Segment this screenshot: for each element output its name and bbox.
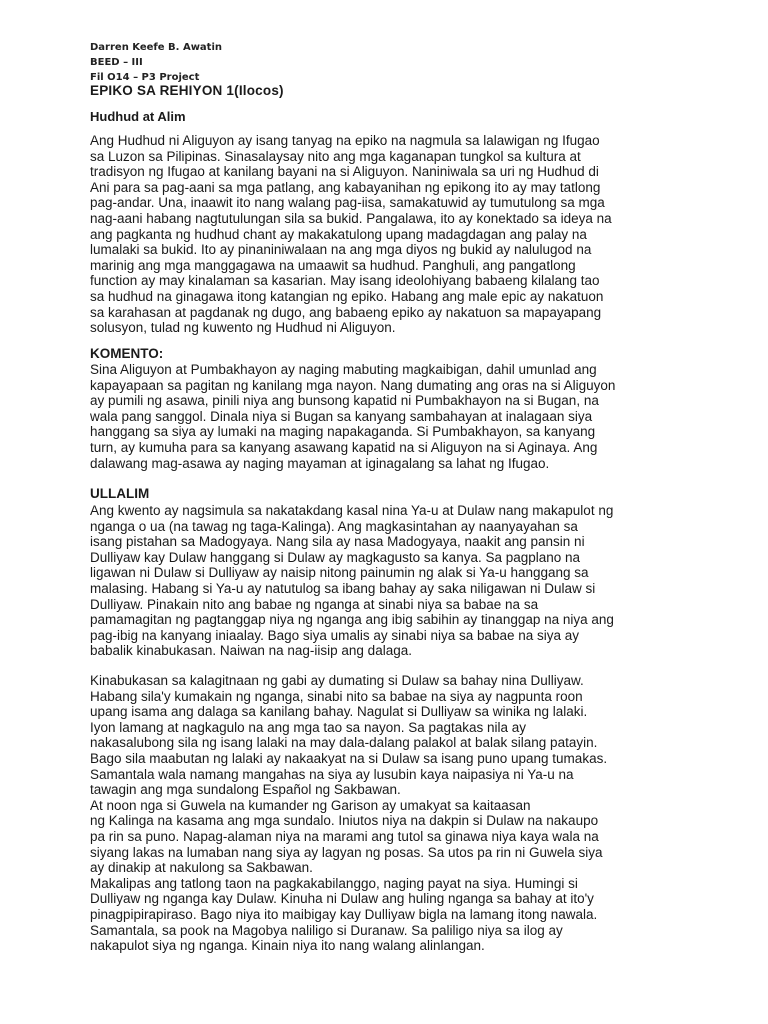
text-line: babalik kinabukasan. Naiwan na nag-iisip ang dalaga. [90,643,412,659]
text-line: Ang kwento ay nagsimula sa nakatakdang kasal nina Ya-u at Dulaw nang makapulot ng [90,503,614,518]
text-line: dalawang mag-asawa ay naging mayaman at iginagalang sa lahat ng Ifugao. [90,455,550,471]
text-line: Dulliyaw. Pinakain nito ang babae ng nganga at sinabi niya sa babae na sa [90,596,539,612]
text-line: sa Luzon sa Pilipinas. Sinasalaysay nito ang mga kaganapan tungkol sa kultura at [90,148,581,164]
text-line: pag-ibig na kanyang iniaalay. Bago siya umalis ay sinabi niya sa babae na siya ay [90,627,580,643]
text-line: Makalipas ang tatlong taon na pagkakabilanggo, naging payat na siya. Humingi si [90,875,578,891]
text-line: ang pagkanta ng hudhud chant ay makakatulong upang madagdagan ang palay na [90,226,587,242]
text-line: Ani para sa pag-aani sa mga patlang, ang kabayanihan ng epikong ito ay may tatlong [90,179,601,195]
text-line: Dulliyaw ng nganga kay Dulaw. Kinuha ni Dulaw ang huling nganga sa bahay at ito'y [90,891,594,907]
text-line: function ay may kinalaman sa kasarian. May isang ideolohiyang babaeng kilalang tao [90,273,600,289]
text-line: tradisyon ng Ifugao at kanilang bayani na si Aliguyon. Naniniwala sa uri ng Hudhud di [90,164,599,180]
text-line: Kinabukasan sa kalagitnaan ng gabi ay dumating si Dulaw sa bahay nina Dulliyaw. [90,673,584,688]
text-line: Iyon lamang at nagkagulo na ang mga tao sa nayon. Sa pagtakas nila ay [90,719,527,735]
text-line: wala pang sanggol. Dinala niya si Bugan sa kanyang sambahayan at inalagaan siya [90,408,593,424]
text-line: sa hudhud na ginagawa itong katangian ng epiko. Habang ang male epic ay nakatuon [90,288,604,304]
author-name: Darren Keefe B. Awatin [90,42,223,53]
text-line: pag-andar. Una, inaawit ito nang walang pag-iisa, samakatuwid ay tumutulong sa mga [90,195,605,211]
text-line: At noon nga si Guwela na kumander ng Garison ay umakyat sa kaitaasan [90,797,531,813]
course-label: BEED – III [90,57,143,68]
komento-heading: KOMENTO: [90,346,164,361]
text-line: isang pistahan sa Madogyaya. Nang sila ay nasa Madogyaya, naakit ang pansin ni [90,534,585,550]
text-line: Dulliyaw kay Dulaw hanggang si Dulaw ay magkagusto sa kanya. Sa pagplano na [90,549,581,565]
text-line: tawagin ang mga sundalong Español ng Sakbawan. [90,782,401,798]
text-line: hanggang sa siya ay lumaki na maging napakaganda. Si Pumbakhayon, sa kanyang [90,424,596,440]
text-line: sa karahasan at pagdanak ng dugo, ang babaeng epiko ay nakatuon sa mapayapang [90,304,602,320]
text-line: kapayapaan sa pagitan ng kanilang mga nayon. Nang dumating ang oras na si Aliguyon [90,377,616,393]
document-title: EPIKO SA REHIYON 1(Ilocos) [90,83,284,98]
document-header [90,40,222,85]
text-line: ng Kalinga na kasama ang mga sundalo. Iniutos niya na dakpin si Dulaw na nakaupo [90,813,599,829]
text-line: turn, ay kumuha para sa kanyang asawang kapatid na si Aliguyon na si Aginaya. Ang [90,439,598,455]
text-line: pa rin sa puno. Napag-alaman niya na marami ang tutol sa ginawa niya kaya wala na [90,828,599,844]
text-line: solusyon, tulad ng kuwento ng Hudhud ni Aliguyon. [90,320,396,336]
text-line: nag-aani habang nagtutulungan sila sa bukid. Pangalawa, ito ay konektado sa ideya na [90,210,612,226]
text-line: marinig ang mga manggagawa na umaawit sa hudhud. Panghuli, ang pangatlong [90,257,576,273]
text-line: Habang sila'y kumakain ng nganga, sinabi nito sa babae na siya ay nagpunta roon [90,688,583,704]
ullalim-paragraph-1 [90,503,690,659]
text-line: Samantala wala namang mangahas na siya ay lusubin kaya naipasiya ni Ya-u na [90,766,574,782]
ullalim-heading: ULLALIM [90,486,150,501]
text-line: Sina Aliguyon at Pumbakhayon ay naging mabuting magkaibigan, dahil umunlad ang [90,362,597,377]
project-label: Fil O14 – P3 Project [90,72,200,83]
text-line: Samantala, sa pook na Magobya naliligo si Duranaw. Sa paliligo niya sa ilog ay [90,922,563,938]
komento-paragraph [90,362,690,471]
text-line: siyang lakas na lumaban nang siya ay lagyan ng posas. Sa utos pa rin ni Guwela siya [90,844,603,860]
text-line: ay pumili ng asawa, pinili niya ang bunsong kapatid ni Pumbakhayon na si Bugan, na [90,393,599,409]
document-subtitle: Hudhud at Alim [90,109,186,124]
intro-paragraph [90,133,690,336]
text-line: pinagpipirapiraso. Bago niya ito maibigay kay Dulliyaw bigla na lamang itong nawala. [90,906,598,922]
text-line: nakapulot siya ng nganga. Kinain niya ito nang walang alinlangan. [90,938,485,954]
ullalim-paragraph-2 [90,673,690,954]
text-line: upang isama ang dalaga sa kanilang bahay. Nagulat si Dulliyaw sa winika ng lalaki. [90,704,588,720]
text-line: pamamagitan ng pagtanggap niya ng nganga ang ibig sabihin ay tinanggap na niya ang [90,612,614,628]
text-line: malasing. Habang si Ya-u ay natutulog sa ibang bahay ay saka niligawan ni Dulaw si [90,580,596,596]
text-line: nakasalubong sila ng isang lalaki na may dala-dalang palakol at balak silang patayin. [90,735,598,751]
text-line: lumalaki sa bukid. Ito ay pinaniniwalaan na ang mga diyos ng bukid ay nalulugod na [90,242,592,258]
text-line: Ang Hudhud ni Aliguyon ay isang tanyag na epiko na nagmula sa lalawigan ng Ifugao [90,133,600,148]
text-line: ay dinakip at nakulong sa Sakbawan. [90,860,313,876]
text-line: nganga o ua (na tawag ng taga-Kalinga). Ang magkasintahan ay naanyayahan sa [90,518,578,534]
text-line: ligawan ni Dulaw si Dulliyaw ay naisip nitong painumin ng alak si Ya-u hanggang sa [90,565,589,581]
text-line: Bago sila maabutan ng lalaki ay nakaakyat na si Dulaw sa isang puno upang tumakas. [90,750,608,766]
